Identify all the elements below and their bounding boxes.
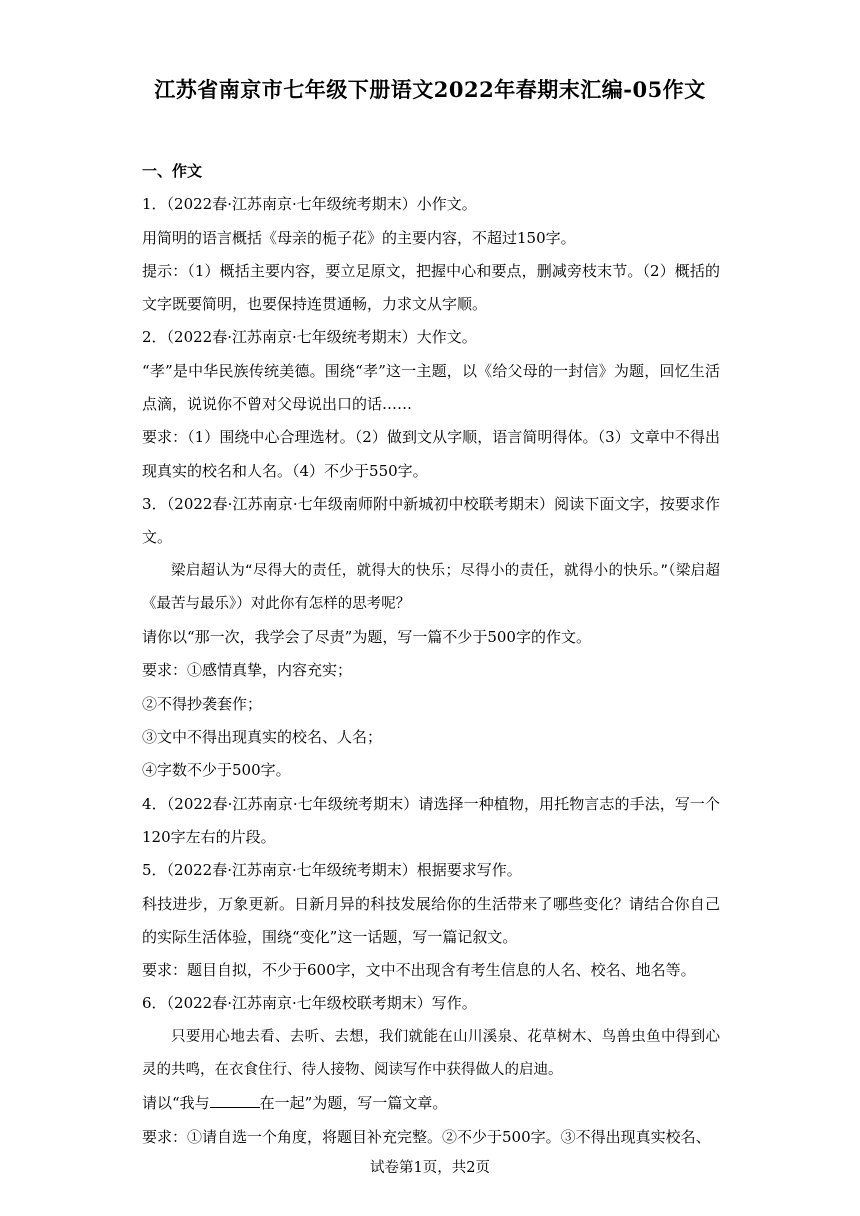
question-2-heading: 2．（2022春·江苏南京·七年级统考期末）大作文。: [142, 328, 477, 347]
question-1-hint: 提示：（1）概括主要内容，要立足原文，把握中心和要点，删减旁枝末节。（2）概括的文字既要简明，也要保持连贯通畅，力求文从字顺。: [142, 261, 720, 314]
question-5-heading: 5．（2022春·江苏南京·七年级统考期末）根据要求写作。: [142, 861, 522, 880]
question-3-requirement-2: ②不得抄袭套作；: [142, 694, 263, 713]
question-6-heading: 6．（2022春·江苏南京·七年级校联考期末）写作。: [142, 994, 477, 1013]
question-3-quote: 梁启超认为“尽得大的责任，就得大的快乐；尽得小的责任，就得小的快乐。”（梁启超《最苦与最乐》）对此你有怎样的思考呢？: [142, 562, 720, 612]
question-5-requirements: 要求：题目自拟，不少于600字，文中不出现含有考生信息的人名、校名、地名等。: [142, 961, 696, 980]
question-5-text: 科技进步，万象更新。日新月异的科技发展给你的生活带来了哪些变化？请结合你自己的实际生活体验，围绕“变化”这一话题，写一篇记叙文。: [142, 894, 720, 946]
question-2-requirements: 要求：（1）围绕中心合理选材。（2）做到文从字顺，语言简明得体。（3）文章中不得出现真实的校名和人名。（4）不少于550字。: [142, 428, 720, 480]
question-1-heading: 1．（2022春·江苏南京·七年级统考期末）小作文。: [142, 195, 477, 214]
section-heading: 一、作文: [142, 162, 203, 180]
question-3-requirement-1: 要求：①感情真挚，内容充实；: [142, 661, 353, 680]
question-3-requirement-3: ③文中不得出现真实的校名、人名；: [142, 728, 383, 747]
document-title: 江苏省南京市七年级下册语文2022年春期末汇编-05作文: [154, 77, 706, 102]
question-4-heading: 4．（2022春·江苏南京·七年级统考期末）请选择一种植物，用托物言志的手法，写一个120字左右的片段。: [142, 794, 720, 846]
page-footer: 试卷第1页，共2页: [370, 1160, 490, 1176]
question-2-text: “孝”是中华民族传统美德。围绕“孝”这一主题，以《给父母的一封信》为题，回忆生活点滴，说说你不曾对父母说出口的话……: [142, 361, 720, 414]
question-6-quote: 只要用心地去看、去听、去想，我们就能在山川溪泉、花草树木、鸟兽虫鱼中得到心灵的共鸣，在衣食住行、待人接物、阅读写作中获得做人的启迪。: [142, 1028, 720, 1079]
document-body: [142, 155, 720, 1154]
question-6-prompt-start: 请以“我与: [142, 1094, 210, 1113]
question-1-text: 用简明的语言概括《母亲的栀子花》的主要内容，不超过150字。: [142, 228, 576, 247]
question-3-prompt: 请你以“那一次，我学会了尽责”为题，写一篇不少于500字的作文。: [142, 628, 591, 647]
question-6-prompt: [142, 1087, 720, 1120]
question-3-heading: 3．（2022春·江苏南京·七年级南师附中新城初中校联考期末）阅读下面文字，按要求作文。: [142, 494, 720, 547]
fill-in-blank: [210, 1093, 260, 1108]
question-6-prompt-end: 在一起”为题，写一篇文章。: [259, 1094, 448, 1113]
question-6-requirements: 要求：①请自选一个角度，将题目补充完整。②不少于500字。③不得出现真实校名、: [142, 1127, 711, 1146]
question-3-requirement-4: ④字数不少于500字。: [142, 761, 291, 780]
